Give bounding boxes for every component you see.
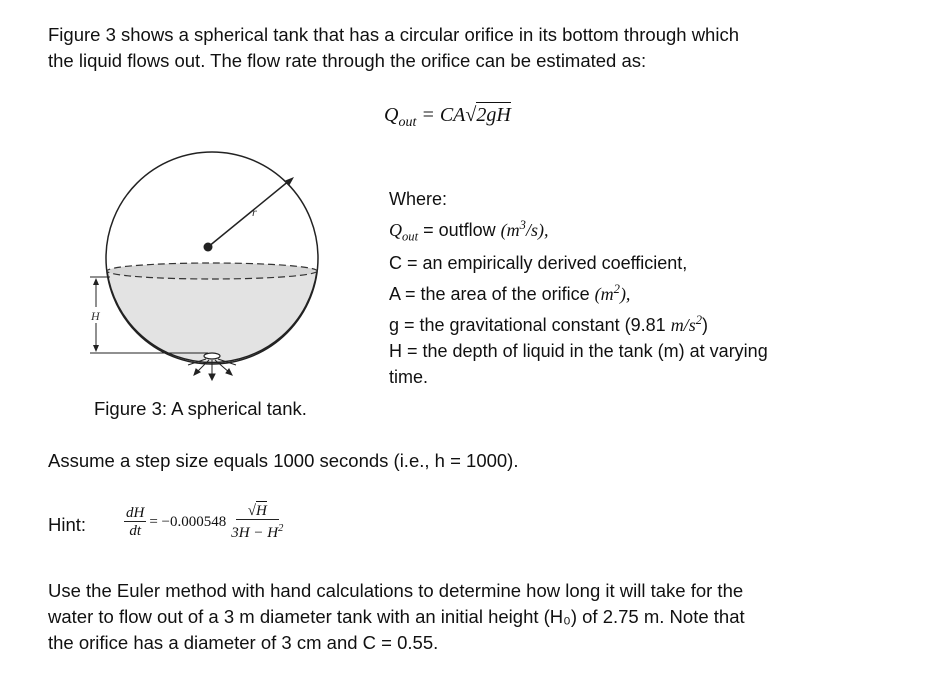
where-a-unit-sup: 2 xyxy=(613,281,620,296)
outflow-arrows xyxy=(188,359,236,380)
where-a-unit-open: (m xyxy=(594,283,614,304)
radius-line xyxy=(208,180,290,247)
where-title: Where: xyxy=(389,189,448,209)
hint-lhs-num: dH xyxy=(126,505,145,521)
height-arrowhead-up xyxy=(93,278,99,285)
intro-line-1: Figure 3 shows a spherical tank that has a circular orifice in its bottom through which xyxy=(48,24,739,45)
radius-label: r xyxy=(252,205,257,219)
where-q-unit-close: /s), xyxy=(525,220,549,240)
where-a-unit-close: ), xyxy=(619,283,631,304)
spherical-tank-figure xyxy=(80,140,340,390)
where-q-sub: out xyxy=(402,229,419,244)
task-paragraph xyxy=(48,578,908,656)
where-q-text: = outflow xyxy=(418,220,501,240)
hint-rhs-num xyxy=(236,503,279,520)
figure-caption: Figure 3: A spherical tank. xyxy=(94,398,307,419)
liquid-surface xyxy=(107,263,317,279)
where-block xyxy=(389,186,909,390)
height-arrowhead-down xyxy=(93,345,99,352)
height-label: H xyxy=(91,309,100,323)
where-h-line-1: H = the depth of liquid in the tank (m) at varying xyxy=(389,340,768,361)
step-size-text: Assume a step size equals 1000 seconds (i.e., h = 1000). xyxy=(48,450,519,471)
hint-equation xyxy=(124,503,285,542)
radius-arrowhead xyxy=(284,177,294,186)
hint-label: Hint: xyxy=(48,514,87,535)
hint-rhs-num-rad: H xyxy=(255,503,267,519)
hint-rhs-den xyxy=(229,520,285,542)
formula-radicand: 2gH xyxy=(476,104,511,126)
where-q-unit-open: (m xyxy=(500,220,520,240)
where-a-line xyxy=(389,276,909,307)
where-g-unit-close: ) xyxy=(702,314,708,335)
hint-lhs-fraction xyxy=(124,505,146,540)
where-q-line xyxy=(389,212,909,250)
where-q-unit-sup: 3 xyxy=(519,218,526,232)
hint-rhs-den-text: 3H − H xyxy=(231,525,279,541)
sqrt-sign: √ xyxy=(465,104,477,126)
flow-formula xyxy=(384,104,511,131)
hint-lhs-den: dt xyxy=(129,523,141,539)
task-line-1: Use the Euler method with hand calculations to determine how long it will take for the xyxy=(48,580,744,601)
where-g-unit-open: m/s xyxy=(670,314,696,335)
where-g-text: g = the gravitational constant (9.81 xyxy=(389,314,671,335)
where-g-unit-sup: 2 xyxy=(695,312,702,327)
intro-line-2: the liquid flows out. The flow rate through the orifice can be estimated as: xyxy=(48,50,647,71)
formula-q-sub: out xyxy=(398,115,417,130)
hint-sqrt-sign: √ xyxy=(247,503,256,519)
hint-mid: = −0.000548 xyxy=(149,514,227,530)
intro-paragraph xyxy=(48,22,908,74)
where-g-line xyxy=(389,307,909,338)
task-line-2: water to flow out of a 3 m diameter tank with an initial height (H₀) of 2.75 m. Note that xyxy=(48,606,745,627)
liquid-fill xyxy=(107,271,317,362)
formula-eq: = CA xyxy=(416,104,466,126)
where-h-line-2: time. xyxy=(389,366,429,387)
where-c-line: C = an empirically derived coefficient, xyxy=(389,252,688,273)
formula-q: Q xyxy=(384,104,399,126)
hint-rhs-den-sup: 2 xyxy=(278,523,284,534)
hint-rhs-fraction xyxy=(229,503,285,542)
where-q: Q xyxy=(389,220,402,240)
task-line-3: the orifice has a diameter of 3 cm and C = 0.55. xyxy=(48,632,439,653)
orifice xyxy=(204,353,220,359)
where-a-text: A = the area of the orifice xyxy=(389,283,595,304)
